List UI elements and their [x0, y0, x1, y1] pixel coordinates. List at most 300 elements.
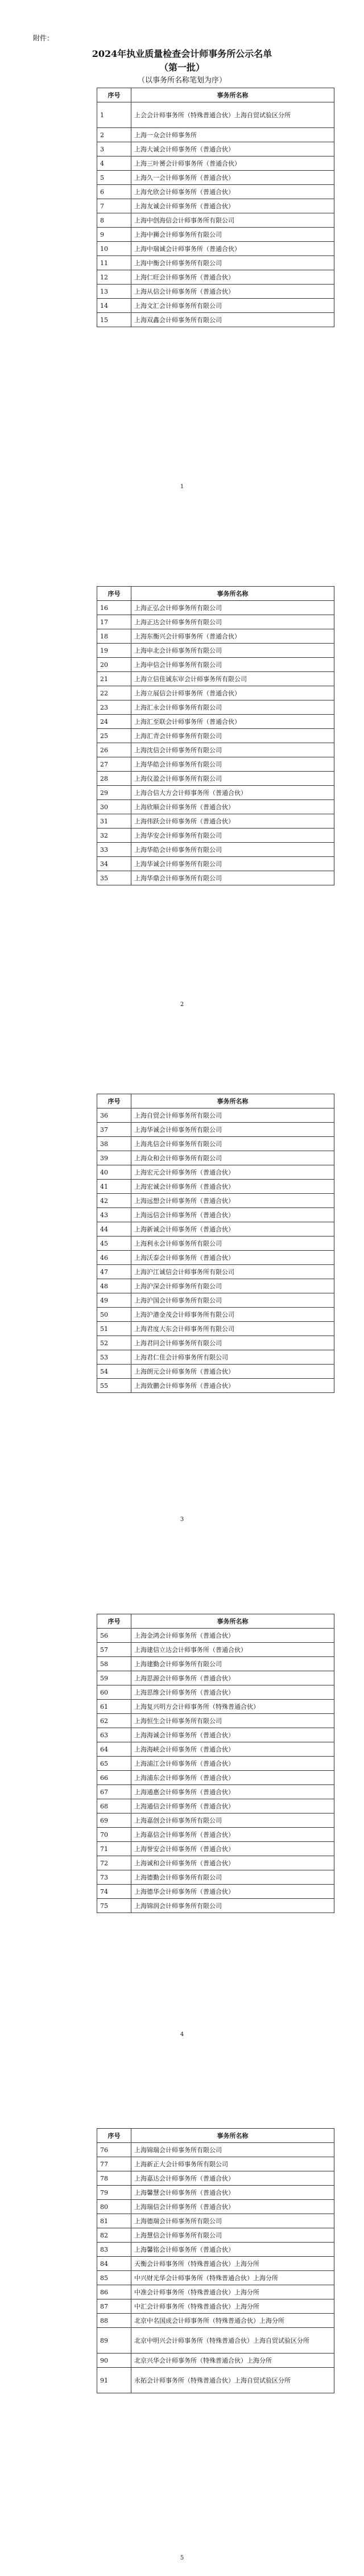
- firm-name: 上海汇青会计师事务所有限公司: [131, 729, 334, 743]
- table-row: [97, 644, 334, 658]
- row-number: 67: [97, 1785, 131, 1799]
- row-number: 81: [97, 2214, 131, 2228]
- ordering-note: （以事务所名称笔划为序）: [137, 76, 226, 85]
- row-number: 10: [97, 242, 131, 256]
- firm-name: 北京兴华会计师事务所（特殊普通合伙）上海分所: [131, 2354, 334, 2368]
- row-number: 14: [97, 299, 131, 313]
- row-number: 90: [97, 2354, 131, 2368]
- row-number: 89: [97, 2328, 131, 2354]
- row-number: 63: [97, 1728, 131, 1742]
- document-title: 2024年执业质量检查会计师事务所公示名单: [92, 48, 272, 59]
- row-number: 79: [97, 2186, 131, 2200]
- table-row: [97, 672, 334, 686]
- firm-name: 上海浦东会计师事务所（普通合伙）: [131, 1771, 334, 1785]
- firm-name: 上海通信会计师事务所（普通合伙）: [131, 1799, 334, 1813]
- firm-name: 上海通惠会计师事务所（普通合伙）: [131, 1785, 334, 1799]
- table-row: [97, 1336, 334, 1350]
- table-row: [97, 156, 334, 171]
- firm-name: 上海慧信会计师事务所有限公司: [131, 2228, 334, 2243]
- header-name: 事务所名称: [131, 1614, 334, 1629]
- row-number: 24: [97, 715, 131, 729]
- table-row: [97, 1828, 334, 1842]
- firm-name: 上海华皓会计师事务所有限公司: [131, 843, 334, 857]
- table-row: [97, 2157, 334, 2171]
- table-row: [97, 1885, 334, 1899]
- row-number: 54: [97, 1365, 131, 1379]
- firm-name: 上海中狮会计师事务所有限公司: [131, 228, 334, 242]
- row-number: 37: [97, 1123, 131, 1137]
- table-row: [97, 857, 334, 871]
- row-number: 91: [97, 2368, 131, 2393]
- firm-name: 上海嘉创会计师事务所有限公司: [131, 1813, 334, 1828]
- table-row: [97, 142, 334, 156]
- table-row: [97, 1237, 334, 1251]
- firm-name: 上海华皓会计师事务所有限公司: [131, 757, 334, 772]
- header-no: 序号: [97, 1614, 131, 1629]
- header-no: 序号: [97, 88, 131, 102]
- table-row: [97, 313, 334, 327]
- table-row: [97, 1799, 334, 1813]
- table-row: [97, 1151, 334, 1165]
- row-number: 82: [97, 2228, 131, 2243]
- firm-name: 上海瑞信会计师事务所（普通合伙）: [131, 2200, 334, 2214]
- firm-name: 上海正弘会计师事务所有限公司: [131, 601, 334, 615]
- table-row: [97, 1123, 334, 1137]
- firm-name: 上海沪深会计师事务所有限公司: [131, 1279, 334, 1293]
- table-row: [97, 2328, 334, 2354]
- firm-name: 上海华诚会计师事务所有限公司: [131, 857, 334, 871]
- table-row: [97, 270, 334, 285]
- table-row: [97, 814, 334, 829]
- firm-name: 上海誉安会计师事务所（普通合伙）: [131, 1842, 334, 1856]
- table-header-row: [97, 1094, 334, 1108]
- table-row: [97, 715, 334, 729]
- firm-name: 上海友诚会计师事务所（普通合伙）: [131, 199, 334, 213]
- firm-name: 上海欣顺会计师事务所（普通合伙）: [131, 800, 334, 814]
- table-row: [97, 1293, 334, 1308]
- table-row: [97, 1629, 334, 1643]
- row-number: 52: [97, 1336, 131, 1350]
- row-number: 45: [97, 1237, 131, 1251]
- row-number: 53: [97, 1350, 131, 1365]
- row-number: 51: [97, 1322, 131, 1336]
- firm-name: 上海锦润会计师事务所有限公司: [131, 1899, 334, 1913]
- row-number: 70: [97, 1828, 131, 1842]
- table-row: [97, 843, 334, 857]
- firm-name: 上海宏诚会计师事务所（普通合伙）: [131, 1180, 334, 1194]
- firm-name: 上海建信立达会计师事务所（普通合伙）: [131, 1643, 334, 1657]
- roster-table: [97, 88, 334, 327]
- row-number: 12: [97, 270, 131, 285]
- row-number: 11: [97, 256, 131, 270]
- row-number: 38: [97, 1137, 131, 1151]
- row-number: 34: [97, 857, 131, 871]
- row-number: 44: [97, 1222, 131, 1237]
- table-row: [97, 2171, 334, 2186]
- row-number: 8: [97, 213, 131, 228]
- firm-name: 上海朗元会计师事务所（普通合伙）: [131, 1365, 334, 1379]
- row-number: 50: [97, 1308, 131, 1322]
- table-row: [97, 2314, 334, 2328]
- table-row: [97, 1322, 334, 1336]
- table-row: [97, 1671, 334, 1685]
- row-number: 42: [97, 1194, 131, 1208]
- row-number: 21: [97, 672, 131, 686]
- page-number: 5: [180, 2555, 184, 2561]
- table-row: [97, 1785, 334, 1799]
- table-header-row: [97, 1614, 334, 1629]
- table-row: [97, 199, 334, 213]
- firm-name: 上海君仁佳会计师事务所有限公司: [131, 1350, 334, 1365]
- table-row: [97, 171, 334, 185]
- table-row: [97, 871, 334, 885]
- firm-name: 上海久一会计师事务所（普通合伙）: [131, 171, 334, 185]
- table-row: [97, 185, 334, 199]
- table-row: [97, 1208, 334, 1222]
- firm-name: 上海文汇会计师事务所有限公司: [131, 299, 334, 313]
- row-number: 13: [97, 285, 131, 299]
- row-number: 31: [97, 814, 131, 829]
- firm-name: 永拓会计师事务所（特殊普通合伙）上海自贸试验区分所: [131, 2368, 334, 2393]
- firm-name: 上海沃泰会计师事务所（普通合伙）: [131, 1251, 334, 1265]
- page-number: 4: [180, 2031, 184, 2038]
- firm-name: 上海致鹏会计师事务所（普通合伙）: [131, 1379, 334, 1393]
- firm-name: 上海新诚会计师事务所（普通合伙）: [131, 1222, 334, 1237]
- row-number: 15: [97, 313, 131, 327]
- table-row: [97, 2200, 334, 2214]
- table-row: [97, 800, 334, 814]
- firm-name: 上海兆信会计师事务所有限公司: [131, 1137, 334, 1151]
- firm-name: 上海君同会计师事务所有限公司: [131, 1336, 334, 1350]
- table-row: [97, 1222, 334, 1237]
- row-number: 25: [97, 729, 131, 743]
- table-row: [97, 1870, 334, 1885]
- firm-name: 北京中名国成会计师事务所（特殊普通合伙）上海分所: [131, 2314, 334, 2328]
- table-row: [97, 1194, 334, 1208]
- row-number: 61: [97, 1700, 131, 1714]
- row-number: 33: [97, 843, 131, 857]
- firm-name: 上海利永会计师事务所有限公司: [131, 1237, 334, 1251]
- table-row: [97, 2299, 334, 2314]
- firm-name: 上海金鸿会计师事务所（普通合伙）: [131, 1629, 334, 1643]
- firm-name: 上海宏元会计师事务所（普通合伙）: [131, 1165, 334, 1180]
- row-number: 39: [97, 1151, 131, 1165]
- firm-name: 北京中明兴会计师事务所（特殊普通合伙）上海自贸试验区分所: [131, 2328, 334, 2354]
- table-row: [97, 1685, 334, 1700]
- table-row: [97, 1714, 334, 1728]
- table-row: [97, 686, 334, 700]
- table-row: [97, 2285, 334, 2299]
- table-row: [97, 242, 334, 256]
- table-row: [97, 1251, 334, 1265]
- row-number: 4: [97, 156, 131, 171]
- row-number: 35: [97, 871, 131, 885]
- row-number: 65: [97, 1757, 131, 1771]
- table-row: [97, 2257, 334, 2271]
- table-row: [97, 1657, 334, 1671]
- firm-name: 上海远信会计师事务所（普通合伙）: [131, 1208, 334, 1222]
- row-number: 3: [97, 142, 131, 156]
- row-number: 74: [97, 1885, 131, 1899]
- table-row: [97, 2186, 334, 2200]
- firm-name: 上海伟跃会计师事务所（普通合伙）: [131, 814, 334, 829]
- header-name: 事务所名称: [131, 1094, 334, 1108]
- table-row: [97, 1728, 334, 1742]
- table-row: [97, 658, 334, 672]
- firm-name: 上海浦江会计师事务所（普通合伙）: [131, 1757, 334, 1771]
- row-number: 9: [97, 228, 131, 242]
- table-row: [97, 2243, 334, 2257]
- row-number: 28: [97, 772, 131, 786]
- row-number: 36: [97, 1108, 131, 1123]
- table-row: [97, 1757, 334, 1771]
- row-number: 72: [97, 1856, 131, 1870]
- firm-name: 上海沪国会计师事务所有限公司: [131, 1293, 334, 1308]
- table-row: [97, 1365, 334, 1379]
- table-row: [97, 1165, 334, 1180]
- table-row: [97, 1379, 334, 1393]
- table-row: [97, 1137, 334, 1151]
- row-number: 77: [97, 2157, 131, 2171]
- firm-name: 上海馨慧会计师事务所（普通合伙）: [131, 2186, 334, 2200]
- row-number: 17: [97, 615, 131, 629]
- header-name: 事务所名称: [131, 88, 334, 102]
- table-row: [97, 285, 334, 299]
- row-number: 84: [97, 2257, 131, 2271]
- firm-name: 上海立展信会计师事务所（普通合伙）: [131, 686, 334, 700]
- firm-name: 上海汇至联会计师事务所（普通合伙）: [131, 715, 334, 729]
- firm-name: 上海立信佳诚东审会计师事务所有限公司: [131, 672, 334, 686]
- table-row: [97, 601, 334, 615]
- table-row: [97, 256, 334, 270]
- table-row: [97, 1643, 334, 1657]
- firm-name: 上海沪港金茂会计师事务所有限公司: [131, 1308, 334, 1322]
- firm-name: 上海德华会计师事务所（普通合伙）: [131, 1885, 334, 1899]
- firm-name: 上海诚和会计师事务所（普通合伙）: [131, 1856, 334, 1870]
- table-row: [97, 128, 334, 142]
- table-row: [97, 1856, 334, 1870]
- row-number: 76: [97, 2143, 131, 2157]
- firm-name: 上海中衡会计师事务所有限公司: [131, 256, 334, 270]
- document-batch: （第一批）: [159, 62, 205, 73]
- row-number: 85: [97, 2271, 131, 2285]
- firm-name: 上海允欣会计师事务所（普通合伙）: [131, 185, 334, 199]
- roster-table: [97, 586, 334, 885]
- row-number: 75: [97, 1899, 131, 1913]
- row-number: 26: [97, 743, 131, 757]
- table-row: [97, 1265, 334, 1279]
- row-number: 58: [97, 1657, 131, 1671]
- firm-name: 上海新正大会计师事务所有限公司: [131, 2157, 334, 2171]
- table-row: [97, 1899, 334, 1913]
- table-row: [97, 102, 334, 128]
- firm-name: 上海大诚会计师事务所（普通合伙）: [131, 142, 334, 156]
- page-number: 1: [180, 484, 184, 490]
- firm-name: 上海君度大东会计师事务所有限公司: [131, 1322, 334, 1336]
- row-number: 87: [97, 2299, 131, 2314]
- firm-name: 中兴财光华会计师事务所（特殊普通合伙）上海分所: [131, 2271, 334, 2285]
- firm-name: 上海沪江诚信会计师事务所有限公司: [131, 1265, 334, 1279]
- row-number: 19: [97, 644, 131, 658]
- row-number: 47: [97, 1265, 131, 1279]
- firm-name: 上海复兴明方会计师事务所（特殊普通合伙）: [131, 1700, 334, 1714]
- row-number: 55: [97, 1379, 131, 1393]
- firm-name: 上海正达会计师事务所有限公司: [131, 615, 334, 629]
- row-number: 40: [97, 1165, 131, 1180]
- firm-name: 上海德瑞会计师事务所有限公司: [131, 2214, 334, 2228]
- row-number: 29: [97, 786, 131, 800]
- firm-name: 上海中创海信会计师事务所有限公司: [131, 213, 334, 228]
- row-number: 27: [97, 757, 131, 772]
- table-row: [97, 213, 334, 228]
- firm-name: 上海思源会计师事务所（普通合伙）: [131, 1671, 334, 1685]
- table-row: [97, 299, 334, 313]
- roster-table: [97, 1614, 334, 1913]
- row-number: 60: [97, 1685, 131, 1700]
- table-row: [97, 700, 334, 715]
- firm-name: 天衡会计师事务所（特殊普通合伙）上海分所: [131, 2257, 334, 2271]
- firm-name: 上海东衡兴会计师事务所（普通合伙）: [131, 629, 334, 644]
- firm-name: 中准会计师事务所（特殊普通合伙）上海分所: [131, 2285, 334, 2299]
- table-row: [97, 2354, 334, 2368]
- table-row: [97, 1771, 334, 1785]
- table-row: [97, 757, 334, 772]
- header-no: 序号: [97, 2129, 131, 2143]
- row-number: 48: [97, 1279, 131, 1293]
- table-row: [97, 829, 334, 843]
- row-number: 22: [97, 686, 131, 700]
- table-row: [97, 1813, 334, 1828]
- row-number: 5: [97, 171, 131, 185]
- row-number: 83: [97, 2243, 131, 2257]
- table-header-row: [97, 587, 334, 601]
- firm-name: 上海从信会计师事务所（普通合伙）: [131, 285, 334, 299]
- page-number: 2: [180, 1001, 184, 1008]
- row-number: 78: [97, 2171, 131, 2186]
- firm-name: 上海锦瑞会计师事务所有限公司: [131, 2143, 334, 2157]
- table-row: [97, 729, 334, 743]
- table-row: [97, 2214, 334, 2228]
- row-number: 16: [97, 601, 131, 615]
- page-number: 3: [180, 1516, 184, 1523]
- header-no: 序号: [97, 1094, 131, 1108]
- firm-name: 中汇会计师事务所（特殊普通合伙）上海分所: [131, 2299, 334, 2314]
- row-number: 46: [97, 1251, 131, 1265]
- firm-name: 上海海诚会计师事务所（普通合伙）: [131, 1728, 334, 1742]
- header-name: 事务所名称: [131, 587, 334, 601]
- attachment-label: 附件：: [33, 34, 54, 42]
- row-number: 64: [97, 1742, 131, 1757]
- row-number: 88: [97, 2314, 131, 2328]
- row-number: 2: [97, 128, 131, 142]
- table-row: [97, 743, 334, 757]
- row-number: 66: [97, 1771, 131, 1785]
- row-number: 18: [97, 629, 131, 644]
- firm-name: 上海双鑫会计师事务所有限公司: [131, 313, 334, 327]
- firm-name: 上海华安会计师事务所有限公司: [131, 829, 334, 843]
- firm-name: 上海申信会计师事务所有限公司: [131, 658, 334, 672]
- firm-name: 上海一众会计师事务所: [131, 128, 334, 142]
- firm-name: 上海海峡会计师事务所（普通合伙）: [131, 1742, 334, 1757]
- firm-name: 上海华鼎会计师事务所有限公司: [131, 871, 334, 885]
- firm-name: 上海三叶赟会计师事务所（普通合伙）: [131, 156, 334, 171]
- table-row: [97, 1180, 334, 1194]
- row-number: 62: [97, 1714, 131, 1728]
- firm-name: 上海嘉信会计师事务所（普通合伙）: [131, 1828, 334, 1842]
- firm-name: 上会会计师事务所（特殊普通合伙）上海自贸试验区分所: [131, 102, 334, 128]
- row-number: 69: [97, 1813, 131, 1828]
- firm-name: 上海思维会计师事务所（普通合伙）: [131, 1685, 334, 1700]
- firm-name: 上海远想会计师事务所（普通合伙）: [131, 1194, 334, 1208]
- firm-name: 上海仁旺会计师事务所（普通合伙）: [131, 270, 334, 285]
- table-row: [97, 615, 334, 629]
- header-no: 序号: [97, 587, 131, 601]
- row-number: 86: [97, 2285, 131, 2299]
- firm-name: 上海德勤会计师事务所有限公司: [131, 1870, 334, 1885]
- table-row: [97, 228, 334, 242]
- table-row: [97, 1742, 334, 1757]
- table-row: [97, 2143, 334, 2157]
- firm-name: 上海中瑞诚会计师事务所（普通合伙）: [131, 242, 334, 256]
- roster-table: [97, 2128, 334, 2393]
- firm-name: 上海合信大方会计师事务所（普通合伙）: [131, 786, 334, 800]
- header-name: 事务所名称: [131, 2129, 334, 2143]
- table-row: [97, 1308, 334, 1322]
- row-number: 57: [97, 1643, 131, 1657]
- row-number: 68: [97, 1799, 131, 1813]
- table-row: [97, 2228, 334, 2243]
- firm-name: 上海华诚会计师事务所有限公司: [131, 1123, 334, 1137]
- table-row: [97, 1700, 334, 1714]
- row-number: 43: [97, 1208, 131, 1222]
- table-header-row: [97, 2129, 334, 2143]
- row-number: 41: [97, 1180, 131, 1194]
- firm-name: 上海馨铭会计师事务所（普通合伙）: [131, 2243, 334, 2257]
- row-number: 59: [97, 1671, 131, 1685]
- row-number: 20: [97, 658, 131, 672]
- row-number: 73: [97, 1870, 131, 1885]
- table-row: [97, 2368, 334, 2393]
- row-number: 6: [97, 185, 131, 199]
- table-header-row: [97, 88, 334, 102]
- firm-name: 上海仪盈会计师事务所有限公司: [131, 772, 334, 786]
- row-number: 71: [97, 1842, 131, 1856]
- row-number: 7: [97, 199, 131, 213]
- table-row: [97, 772, 334, 786]
- table-row: [97, 786, 334, 800]
- firm-name: 上海自贸会计师事务所有限公司: [131, 1108, 334, 1123]
- firm-name: 上海嘉达会计师事务所（普通合伙）: [131, 2171, 334, 2186]
- firm-name: 上海建勤会计师事务所有限公司: [131, 1657, 334, 1671]
- firm-name: 上海众和会计师事务所有限公司: [131, 1151, 334, 1165]
- firm-name: 上海沈信会计师事务所有限公司: [131, 743, 334, 757]
- row-number: 80: [97, 2200, 131, 2214]
- table-row: [97, 629, 334, 644]
- table-row: [97, 1842, 334, 1856]
- row-number: 32: [97, 829, 131, 843]
- firm-name: 上海恒生会计师事务所有限公司: [131, 1714, 334, 1728]
- roster-table: [97, 1094, 334, 1393]
- row-number: 56: [97, 1629, 131, 1643]
- row-number: 30: [97, 800, 131, 814]
- row-number: 1: [97, 102, 131, 128]
- row-number: 23: [97, 700, 131, 715]
- firm-name: 上海申北会计师事务所有限公司: [131, 644, 334, 658]
- firm-name: 上海汇永会计师事务所有限公司: [131, 700, 334, 715]
- table-row: [97, 1350, 334, 1365]
- table-row: [97, 1279, 334, 1293]
- table-row: [97, 2271, 334, 2285]
